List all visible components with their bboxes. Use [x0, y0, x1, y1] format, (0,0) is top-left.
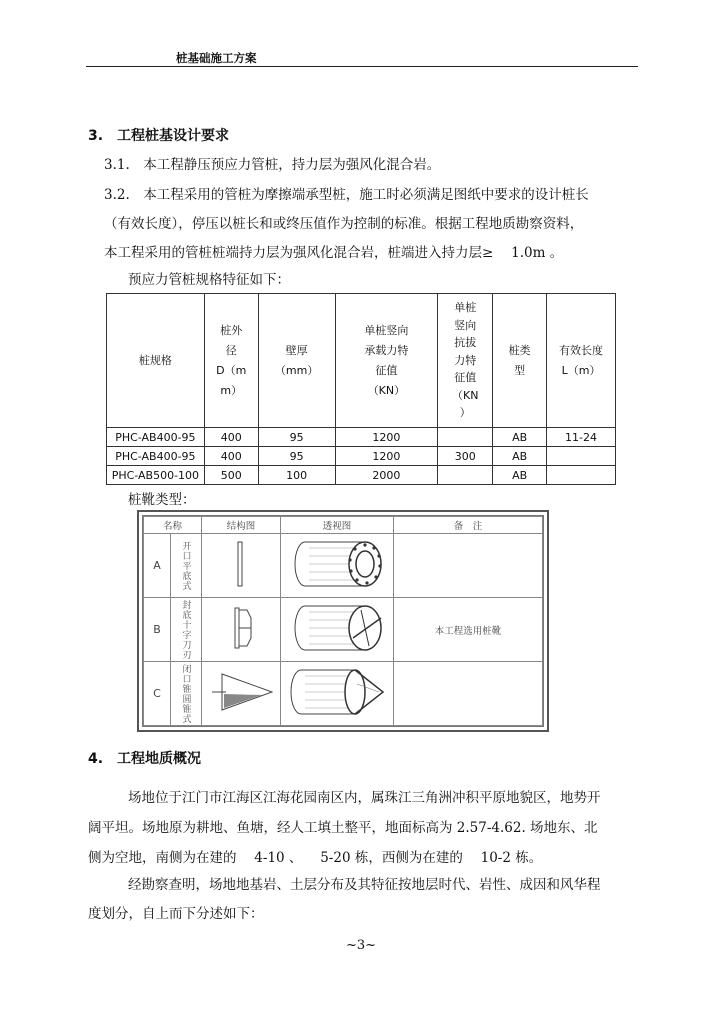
shoe-note — [394, 534, 543, 598]
shoe-structure-c — [202, 662, 281, 726]
cell: 1200 — [335, 428, 438, 447]
cell: 500 — [204, 466, 258, 485]
shoe-header-structure: 结构图 — [202, 517, 281, 534]
header-bearing: 单桩竖向 承载力特 征值 （KN） — [335, 294, 438, 428]
cell: 95 — [258, 447, 335, 466]
shoe-name-cell — [171, 598, 202, 662]
open-flat-perspective-icon — [287, 534, 387, 594]
cell: PHC-AB500-100 — [107, 466, 205, 485]
paragraph-4-1-line3: 侧为空地，南侧为在建的 4-10 、 5-20 栋，西侧为在建的 10-2 栋。 — [88, 850, 543, 866]
header-rule — [86, 66, 638, 67]
paragraph-4-1-line1: 场地位于江门市江海区江海花园南区内，属珠江三角洲冲积平原地貌区，地势开 — [128, 790, 601, 806]
shoe-name: 开口平底式 — [180, 540, 191, 591]
shoe-structure-a — [202, 534, 281, 598]
cell: 2000 — [335, 466, 438, 485]
section-3-heading: 3. 工程桩基设计要求 — [88, 128, 230, 144]
shoe-row-c — [144, 662, 543, 726]
shoe-note: 本工程选用桩靴 — [394, 598, 543, 662]
pile-spec-table — [106, 293, 616, 485]
open-flat-structure-icon — [211, 534, 271, 594]
header-spec: 桩规格 — [107, 294, 205, 428]
cone-structure-icon — [204, 662, 279, 722]
spec-row — [107, 447, 616, 466]
pile-shoe-table — [143, 516, 543, 726]
header-wall: 壁厚 （mm） — [258, 294, 335, 428]
shoe-perspective-b — [281, 598, 394, 662]
cell: 300 — [438, 447, 493, 466]
shoe-header-name: 名称 — [144, 517, 202, 534]
cell: 95 — [258, 428, 335, 447]
cell: AB — [493, 447, 547, 466]
shoe-name: 闭口锥圆锥式 — [180, 663, 191, 724]
paragraph-3-1: 3.1. 本工程静压预应力管桩，持力层为强风化混合岩。 — [104, 157, 441, 173]
shoe-header-row — [144, 517, 543, 534]
shoe-id: A — [144, 534, 171, 598]
paragraph-3-2-line2: （有效长度），停压以桩长和或终压值作为控制的标准。根据工程地质勘察资料， — [104, 216, 584, 232]
pile-shoe-diagram — [137, 510, 549, 732]
cell — [438, 428, 493, 447]
shoe-caption: 桩靴类型： — [128, 492, 196, 508]
shoe-id: B — [144, 598, 171, 662]
paragraph-3-2-line3: 本工程采用的管桩桩端持力层为强风化混合岩，桩端进入持力层≥ 1.0m 。 — [104, 245, 564, 261]
cell: 100 — [258, 466, 335, 485]
cell — [547, 447, 616, 466]
shoe-note — [394, 662, 543, 726]
shoe-name-cell — [171, 662, 202, 726]
header-uplift: 单桩 竖向 抗拔 力特 征值 （KN ） — [438, 294, 493, 428]
shoe-name: 封底十字刀刃 — [180, 599, 191, 660]
shoe-row-b — [144, 598, 543, 662]
cross-blade-structure-icon — [211, 598, 271, 658]
header-length: 有效长度 L（m） — [547, 294, 616, 428]
cell — [438, 466, 493, 485]
cell: 11-24 — [547, 428, 616, 447]
paragraph-4-2-line1: 经勘察查明，场地地基岩、土层分布及其特征按地层时代、岩性、成因和风华程 — [128, 877, 601, 893]
cell: 400 — [204, 447, 258, 466]
cell: 1200 — [335, 447, 438, 466]
shoe-structure-b — [202, 598, 281, 662]
shoe-perspective-c — [281, 662, 394, 726]
spec-row — [107, 428, 616, 447]
shoe-name-cell — [171, 534, 202, 598]
shoe-header-perspective: 透视图 — [281, 517, 394, 534]
spec-header-row — [107, 294, 616, 428]
shoe-perspective-a — [281, 534, 394, 598]
shoe-id: C — [144, 662, 171, 726]
cell: AB — [493, 428, 547, 447]
header-diameter: 桩外 径 D（m m） — [204, 294, 258, 428]
cone-perspective-icon — [287, 662, 387, 722]
paragraph-4-2-line2: 度划分，自上而下分述如下： — [88, 906, 264, 922]
cell: 400 — [204, 428, 258, 447]
cell: PHC-AB400-95 — [107, 428, 205, 447]
header-type: 桩类 型 — [493, 294, 547, 428]
page-header-title: 桩基础施工方案 — [176, 51, 257, 65]
cell — [547, 466, 616, 485]
cross-blade-perspective-icon — [287, 598, 387, 658]
shoe-row-a — [144, 534, 543, 598]
paragraph-3-2-line1: 3.2. 本工程采用的管桩为摩擦端承型桩，施工时必须满足图纸中要求的设计桩长 — [104, 187, 589, 203]
cell: PHC-AB400-95 — [107, 447, 205, 466]
spec-row — [107, 466, 616, 485]
shoe-header-note: 备 注 — [394, 517, 543, 534]
section-4-heading: 4. 工程地质概况 — [88, 751, 202, 767]
cell: AB — [493, 466, 547, 485]
page-number: ~3~ — [346, 938, 377, 953]
spec-intro: 预应力管桩规格特征如下： — [128, 272, 290, 288]
paragraph-4-1-line2: 阔平坦。场地原为耕地、鱼塘，经人工填土整平，地面标高为 2.57-4.62. 场地东、北 — [88, 820, 598, 836]
